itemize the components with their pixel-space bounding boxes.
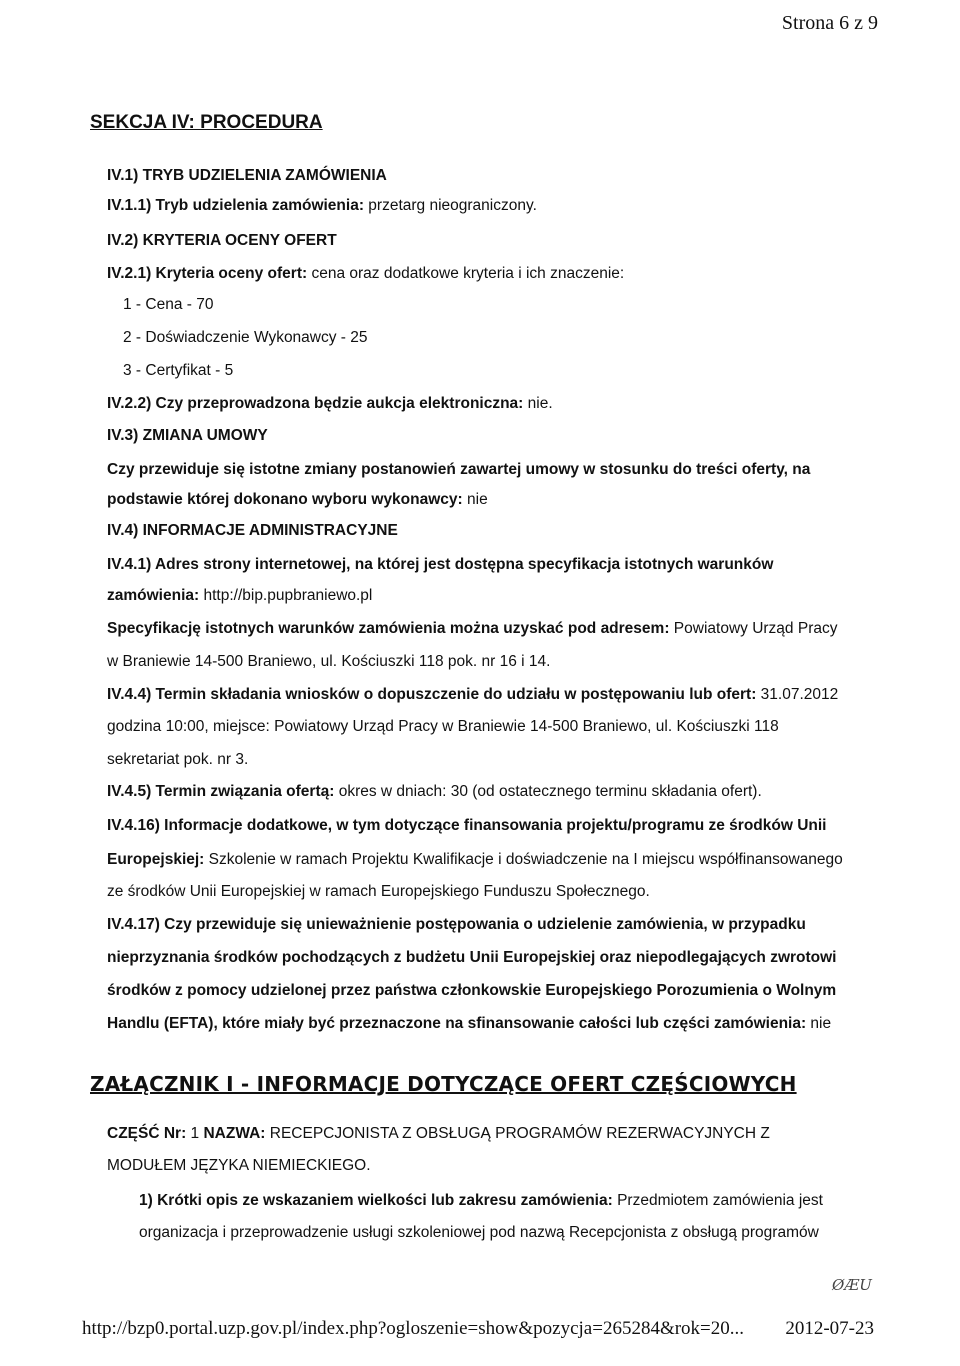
doc-line	[107, 982, 836, 1001]
line-label: IV.2) KRYTERIA OCENY OFERT	[107, 232, 337, 249]
line-label: IV.4.5) Termin związania ofertą:	[107, 783, 335, 800]
line-text: organizacja i przeprowadzenie usługi szkoleniowej pod nazwą Recepcjonista z obsługą programów	[139, 1224, 819, 1241]
annex-title: ZAŁĄCZNIK I - INFORMACJE DOTYCZĄCE OFERT CZĘŚCIOWYCH	[90, 1072, 797, 1096]
doc-line	[107, 1157, 371, 1176]
line-text: godzina 10:00, miejsce: Powiatowy Urząd Pracy w Braniewie 14-500 Braniewo, ul. Kościuszki 118	[107, 718, 779, 735]
line-label: IV.4) INFORMACJE ADMINISTRACYJNE	[107, 522, 398, 539]
section-title: SEKCJA IV: PROCEDURA	[90, 112, 323, 133]
line-text: ze środków Unii Europejskiej w ramach Europejskiego Funduszu Społecznego.	[107, 883, 650, 900]
line-label: Handlu (EFTA), które miały być przeznaczone na sfinansowanie całości lub części zamówienia:	[107, 1015, 807, 1032]
line-text: nie	[806, 1015, 832, 1032]
doc-line	[123, 329, 368, 348]
line-text: RECEPCJONISTA Z OBSŁUGĄ PROGRAMÓW REZERWACYJNYCH Z	[265, 1125, 770, 1142]
line-text: MODUŁEM JĘZYKA NIEMIECKIEGO.	[107, 1157, 371, 1174]
doc-line	[139, 1192, 823, 1211]
line-label: IV.4.4) Termin składania wniosków o dopuszczenie do udziału w postępowaniu lub ofert:	[107, 686, 757, 703]
line-text: Powiatowy Urząd Pracy	[669, 620, 838, 637]
handwritten-initials: ØÆU	[832, 1276, 872, 1294]
line-text: 2 - Doświadczenie Wykonawcy - 25	[123, 329, 368, 346]
line-label: IV.4.17) Czy przewiduje się unieważnienie postępowania o udzielenie zamówienia, w przypadku	[107, 916, 806, 933]
doc-line	[107, 395, 553, 414]
line-label: IV.4.16) Informacje dodatkowe, w tym dotyczące finansowania projektu/programu ze środków Unii	[107, 817, 827, 834]
line-label: nieprzyznania środków pochodzących z budżetu Unii Europejskiej oraz niepodlegających zwrotowi	[107, 949, 837, 966]
line-text: 1	[186, 1125, 204, 1142]
line-label: IV.3) ZMIANA UMOWY	[107, 427, 268, 444]
line-label: Europejskiej:	[107, 851, 205, 868]
doc-line	[107, 232, 337, 251]
line-text: sekretariat pok. nr 3.	[107, 751, 249, 768]
doc-line	[107, 620, 837, 639]
doc-line	[107, 265, 624, 284]
footer-url: http://bzp0.portal.uzp.gov.pl/index.php?ogloszenie=show&pozycja=265284&rok=20...	[82, 1318, 745, 1339]
line-label: 1) Krótki opis ze wskazaniem wielkości lub zakresu zamówienia:	[139, 1192, 613, 1209]
line-label: NAZWA:	[203, 1125, 266, 1142]
line-text: Szkolenie w ramach Projektu Kwalifikacje i doświadczenie na I miejscu współfinansowanego	[204, 851, 843, 868]
line-label: IV.1.1) Tryb udzielenia zamówienia:	[107, 197, 364, 214]
doc-line	[107, 783, 762, 802]
line-text: w Braniewie 14-500 Braniewo, ul. Kościuszki 118 pok. nr 16 i 14.	[107, 653, 551, 670]
line-text: okres w dniach: 30 (od ostatecznego terminu składania ofert).	[334, 783, 762, 800]
doc-line	[107, 916, 806, 935]
line-label: IV.2.2) Czy przeprowadzona będzie aukcja elektroniczna:	[107, 395, 524, 412]
line-label: IV.1) TRYB UDZIELENIA ZAMÓWIENIA	[107, 167, 387, 184]
doc-line	[107, 883, 650, 902]
line-label: IV.4.1) Adres strony internetowej, na której jest dostępna specyfikacja istotnych warunków	[107, 556, 774, 573]
doc-line	[107, 851, 843, 870]
doc-line	[107, 197, 537, 216]
doc-line	[107, 1125, 770, 1144]
line-label: zamówienia:	[107, 587, 200, 604]
line-label: IV.2.1) Kryteria oceny ofert:	[107, 265, 308, 282]
doc-line	[107, 686, 838, 705]
doc-line	[139, 1224, 819, 1243]
line-label: środków z pomocy udzielonej przez państwa członkowskie Europejskiego Porozumienia o Wolnym	[107, 982, 837, 999]
footer-date: 2012-07-23	[785, 1318, 874, 1339]
line-text: cena oraz dodatkowe kryteria i ich znaczenie:	[307, 265, 625, 282]
line-text: przetarg nieograniczony.	[363, 197, 537, 214]
doc-line	[107, 461, 810, 480]
line-text: http://bip.pupbraniewo.pl	[199, 587, 373, 604]
doc-line	[123, 362, 233, 381]
line-label: CZĘŚĆ Nr:	[107, 1125, 187, 1142]
doc-line	[107, 587, 372, 606]
line-label: Specyfikację istotnych warunków zamówienia można uzyskać pod adresem:	[107, 620, 670, 637]
line-text: nie	[462, 491, 488, 508]
doc-line	[107, 653, 550, 672]
page-header: Strona 6 z 9	[781, 12, 878, 34]
line-text: nie.	[523, 395, 553, 412]
line-text: Przedmiotem zamówienia jest	[612, 1192, 823, 1209]
doc-line	[107, 718, 779, 737]
doc-line	[107, 817, 827, 836]
line-text: 3 - Certyfikat - 5	[123, 362, 234, 379]
line-text: 1 - Cena - 70	[123, 296, 214, 313]
doc-line	[123, 296, 213, 315]
line-label: podstawie której dokonano wyboru wykonawcy:	[107, 491, 463, 508]
doc-line	[107, 949, 837, 968]
doc-line	[107, 522, 398, 541]
doc-line	[107, 556, 773, 575]
line-label: Czy przewiduje się istotne zmiany postanowień zawartej umowy w stosunku do treści oferty, na	[107, 461, 811, 478]
doc-line	[107, 751, 248, 770]
line-text: 31.07.2012	[756, 686, 839, 703]
doc-line	[107, 427, 268, 446]
doc-line	[107, 1015, 831, 1034]
doc-line	[107, 167, 387, 186]
doc-line	[107, 491, 488, 510]
